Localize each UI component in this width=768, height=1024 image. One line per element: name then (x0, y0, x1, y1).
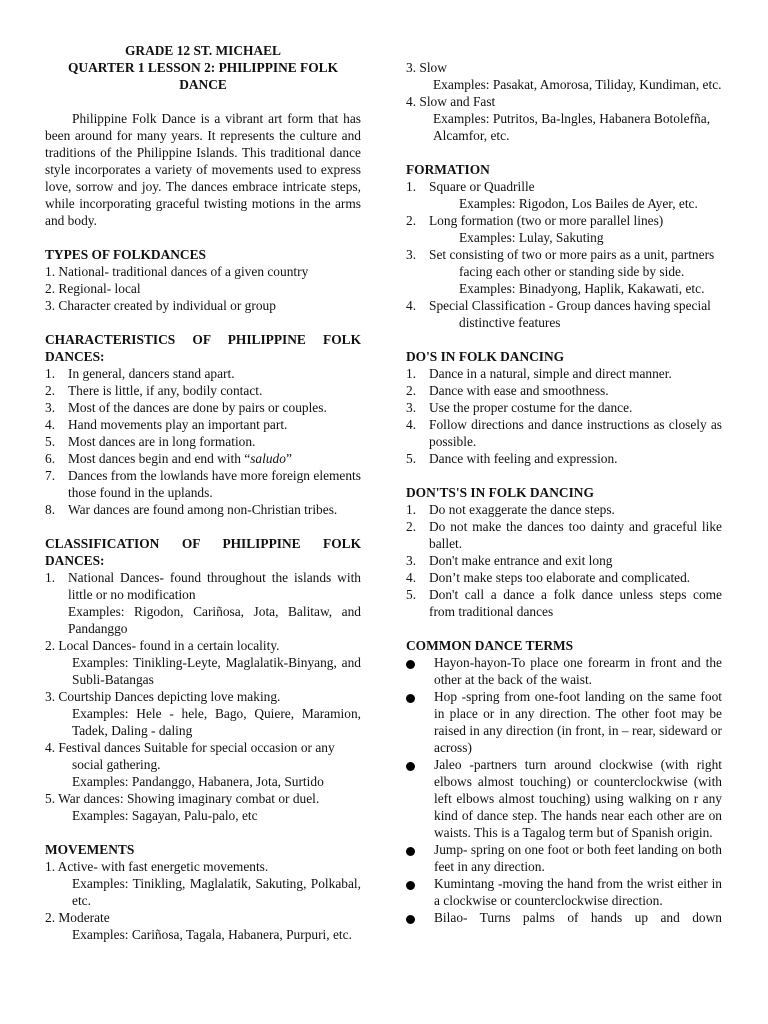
donts-item: 1. Do not exaggerate the dance steps. (406, 502, 615, 517)
term-item: Bilao- Turns palms of hands up and down (406, 909, 722, 926)
types-item: 3. Character created by individual or group (45, 298, 276, 313)
bullet-icon (406, 762, 415, 771)
document-title-line1: GRADE 12 ST. MICHAEL (125, 43, 281, 58)
dos-item: 5. Dance with feeling and expression. (406, 451, 618, 466)
bullet-icon (406, 881, 415, 890)
characteristics-heading: CHARACTERISTICS OF PHILIPPINE FOLK DANCES: (45, 332, 361, 364)
movements-item: 3. Slow (406, 60, 447, 75)
intro-paragraph: Philippine Folk Dance is a vibrant art form that has been around for many years. It represents the culture and traditions of the Philippine Islands. This traditional dance style incorporates a variety of movements used to express love, sorrow and joy. The dances embrace intricate steps, while incorporating graceful twisting motions in the arms and body. (45, 111, 361, 228)
characteristics-item: 8. War dances are found among non-Christian tribes. (45, 502, 338, 517)
classification-examples: Examples: Tinikling-Leyte, Maglalatik-Binyang, and Subli-Batangas (72, 655, 361, 687)
donts-item: 2. Do not make the dances too dainty and graceful like ballet. (406, 519, 722, 551)
term-item: Hayon-hayon-To place one forearm in front and the other at the back of the waist. (406, 654, 722, 688)
classification-examples: Examples: Pandanggo, Habanera, Jota, Surtido (72, 774, 324, 789)
movements-examples: Examples: Cariñosa, Tagala, Habanera, Purpuri, etc. (72, 927, 352, 942)
dos-item: 1. Dance in a natural, simple and direct manner. (406, 366, 672, 381)
right-column (406, 59, 722, 926)
term-item: Hop -spring from one-foot landing on the same foot in place or in any direction. The other foot may be raised in any direction (in front, in – rear, sideward or across) (406, 688, 722, 756)
characteristics-item: 5. Most dances are in long formation. (45, 434, 256, 449)
left-column (45, 42, 361, 943)
classification-heading: CLASSIFICATION OF PHILIPPINE FOLK DANCES: (45, 536, 361, 568)
characteristics-item: 1. In general, dancers stand apart. (45, 366, 235, 381)
classification-item-continued: social gathering. (72, 757, 161, 772)
movements-item: 2. Moderate (45, 910, 110, 925)
dos-item: 4. Follow directions and dance instructions as closely as possible. (406, 417, 722, 449)
characteristics-item: 3. Most of the dances are done by pairs or couples. (45, 400, 327, 415)
donts-item: 5. Don't call a dance a folk dance unless steps come from traditional dances (406, 587, 722, 619)
formation-item: 3. Set consisting of two or more pairs as a unit, partners (406, 247, 715, 262)
characteristics-item: 2. There is little, if any, bodily contact. (45, 383, 263, 398)
movements-examples-continued: etc. (72, 893, 91, 908)
classification-item: 4. Festival dances Suitable for special occasion or any (45, 740, 335, 755)
formation-item: 2. Long formation (two or more parallel lines) (406, 213, 664, 228)
donts-item: 4. Don’t make steps too elaborate and complicated. (406, 570, 691, 585)
formation-examples: Examples: Rigodon, Los Bailes de Ayer, etc. (459, 196, 698, 211)
dos-item: 3. Use the proper costume for the dance. (406, 400, 633, 415)
donts-item: 3. Don't make entrance and exit long (406, 553, 613, 568)
dos-item: 2. Dance with ease and smoothness. (406, 383, 609, 398)
bullet-icon (406, 915, 415, 924)
formation-examples: Examples: Lulay, Sakuting (459, 230, 604, 245)
formation-item-continued: distinctive features (459, 315, 561, 330)
term-item: Kumintang -moving the hand from the wrist either in a clockwise or counterclockwise direction. (406, 875, 722, 909)
movements-examples: Examples: Pasakat, Amorosa, Tiliday, Kundiman, etc. (433, 77, 722, 92)
classification-examples: Examples: Rigodon, Cariñosa, Jota, Balitaw, and Pandanggo (68, 604, 361, 636)
terms-heading: COMMON DANCE TERMS (406, 638, 574, 653)
movements-examples: Examples: Tinikling, Maglalatik, Sakuting, Polkabal, (72, 876, 361, 891)
formation-examples: Examples: Binadyong, Haplik, Kakawati, etc. (459, 281, 705, 296)
formation-heading: FORMATION (406, 162, 490, 177)
bullet-icon (406, 660, 415, 669)
document-title-line2: QUARTER 1 LESSON 2: PHILIPPINE FOLK DANCE (68, 60, 338, 92)
donts-heading: DON'TS'S IN FOLK DANCING (406, 485, 594, 500)
classification-examples: Examples: Hele - hele, Bago, Quiere, Maramion, Tadek, Daling - daling (72, 706, 361, 738)
movements-item: 1. Active- with fast energetic movements. (45, 859, 269, 874)
types-item: 2. Regional- local (45, 281, 141, 296)
movements-examples: Examples: Putritos, Ba-lngles, Habanera Botolefña, Alcamfor, etc. (433, 111, 711, 143)
characteristics-item: 7. Dances from the lowlands have more foreign elements those found in the uplands. (45, 468, 361, 500)
classification-item: 3. Courtship Dances depicting love making. (45, 689, 281, 704)
movements-item: 4. Slow and Fast (406, 94, 496, 109)
formation-item: 1. Square or Quadrille (406, 179, 535, 194)
bullet-icon (406, 847, 415, 856)
types-heading: TYPES OF FOLKDANCES (45, 247, 206, 262)
classification-item: 1. National Dances- found throughout the islands with little or no modification (45, 570, 361, 602)
formation-item: 4. Special Classification - Group dances having special (406, 298, 711, 313)
classification-item: 5. War dances: Showing imaginary combat or duel. (45, 791, 320, 806)
movements-heading: MOVEMENTS (45, 842, 135, 857)
term-item: Jump- spring on one foot or both feet landing on both feet in any direction. (406, 841, 722, 875)
term-item: Jaleo -partners turn around clockwise (with right elbows almost touching) or counterclockwise (with left elbows almost touching) using walking on r any kind of dance step. The hands near each other are on waists. This is a Tagalog term but of Spanish origin. (406, 756, 722, 841)
bullet-icon (406, 694, 415, 703)
classification-examples: Examples: Sagayan, Palu-palo, etc (72, 808, 258, 823)
types-item: 1. National- traditional dances of a given country (45, 264, 309, 279)
classification-item: 2. Local Dances- found in a certain locality. (45, 638, 280, 653)
characteristics-item: 4. Hand movements play an important part. (45, 417, 288, 432)
characteristics-item: 6. Most dances begin and end with “saludo” (45, 451, 292, 466)
formation-item-continued: facing each other or standing side by side. (459, 264, 685, 279)
dos-heading: DO'S IN FOLK DANCING (406, 349, 565, 364)
